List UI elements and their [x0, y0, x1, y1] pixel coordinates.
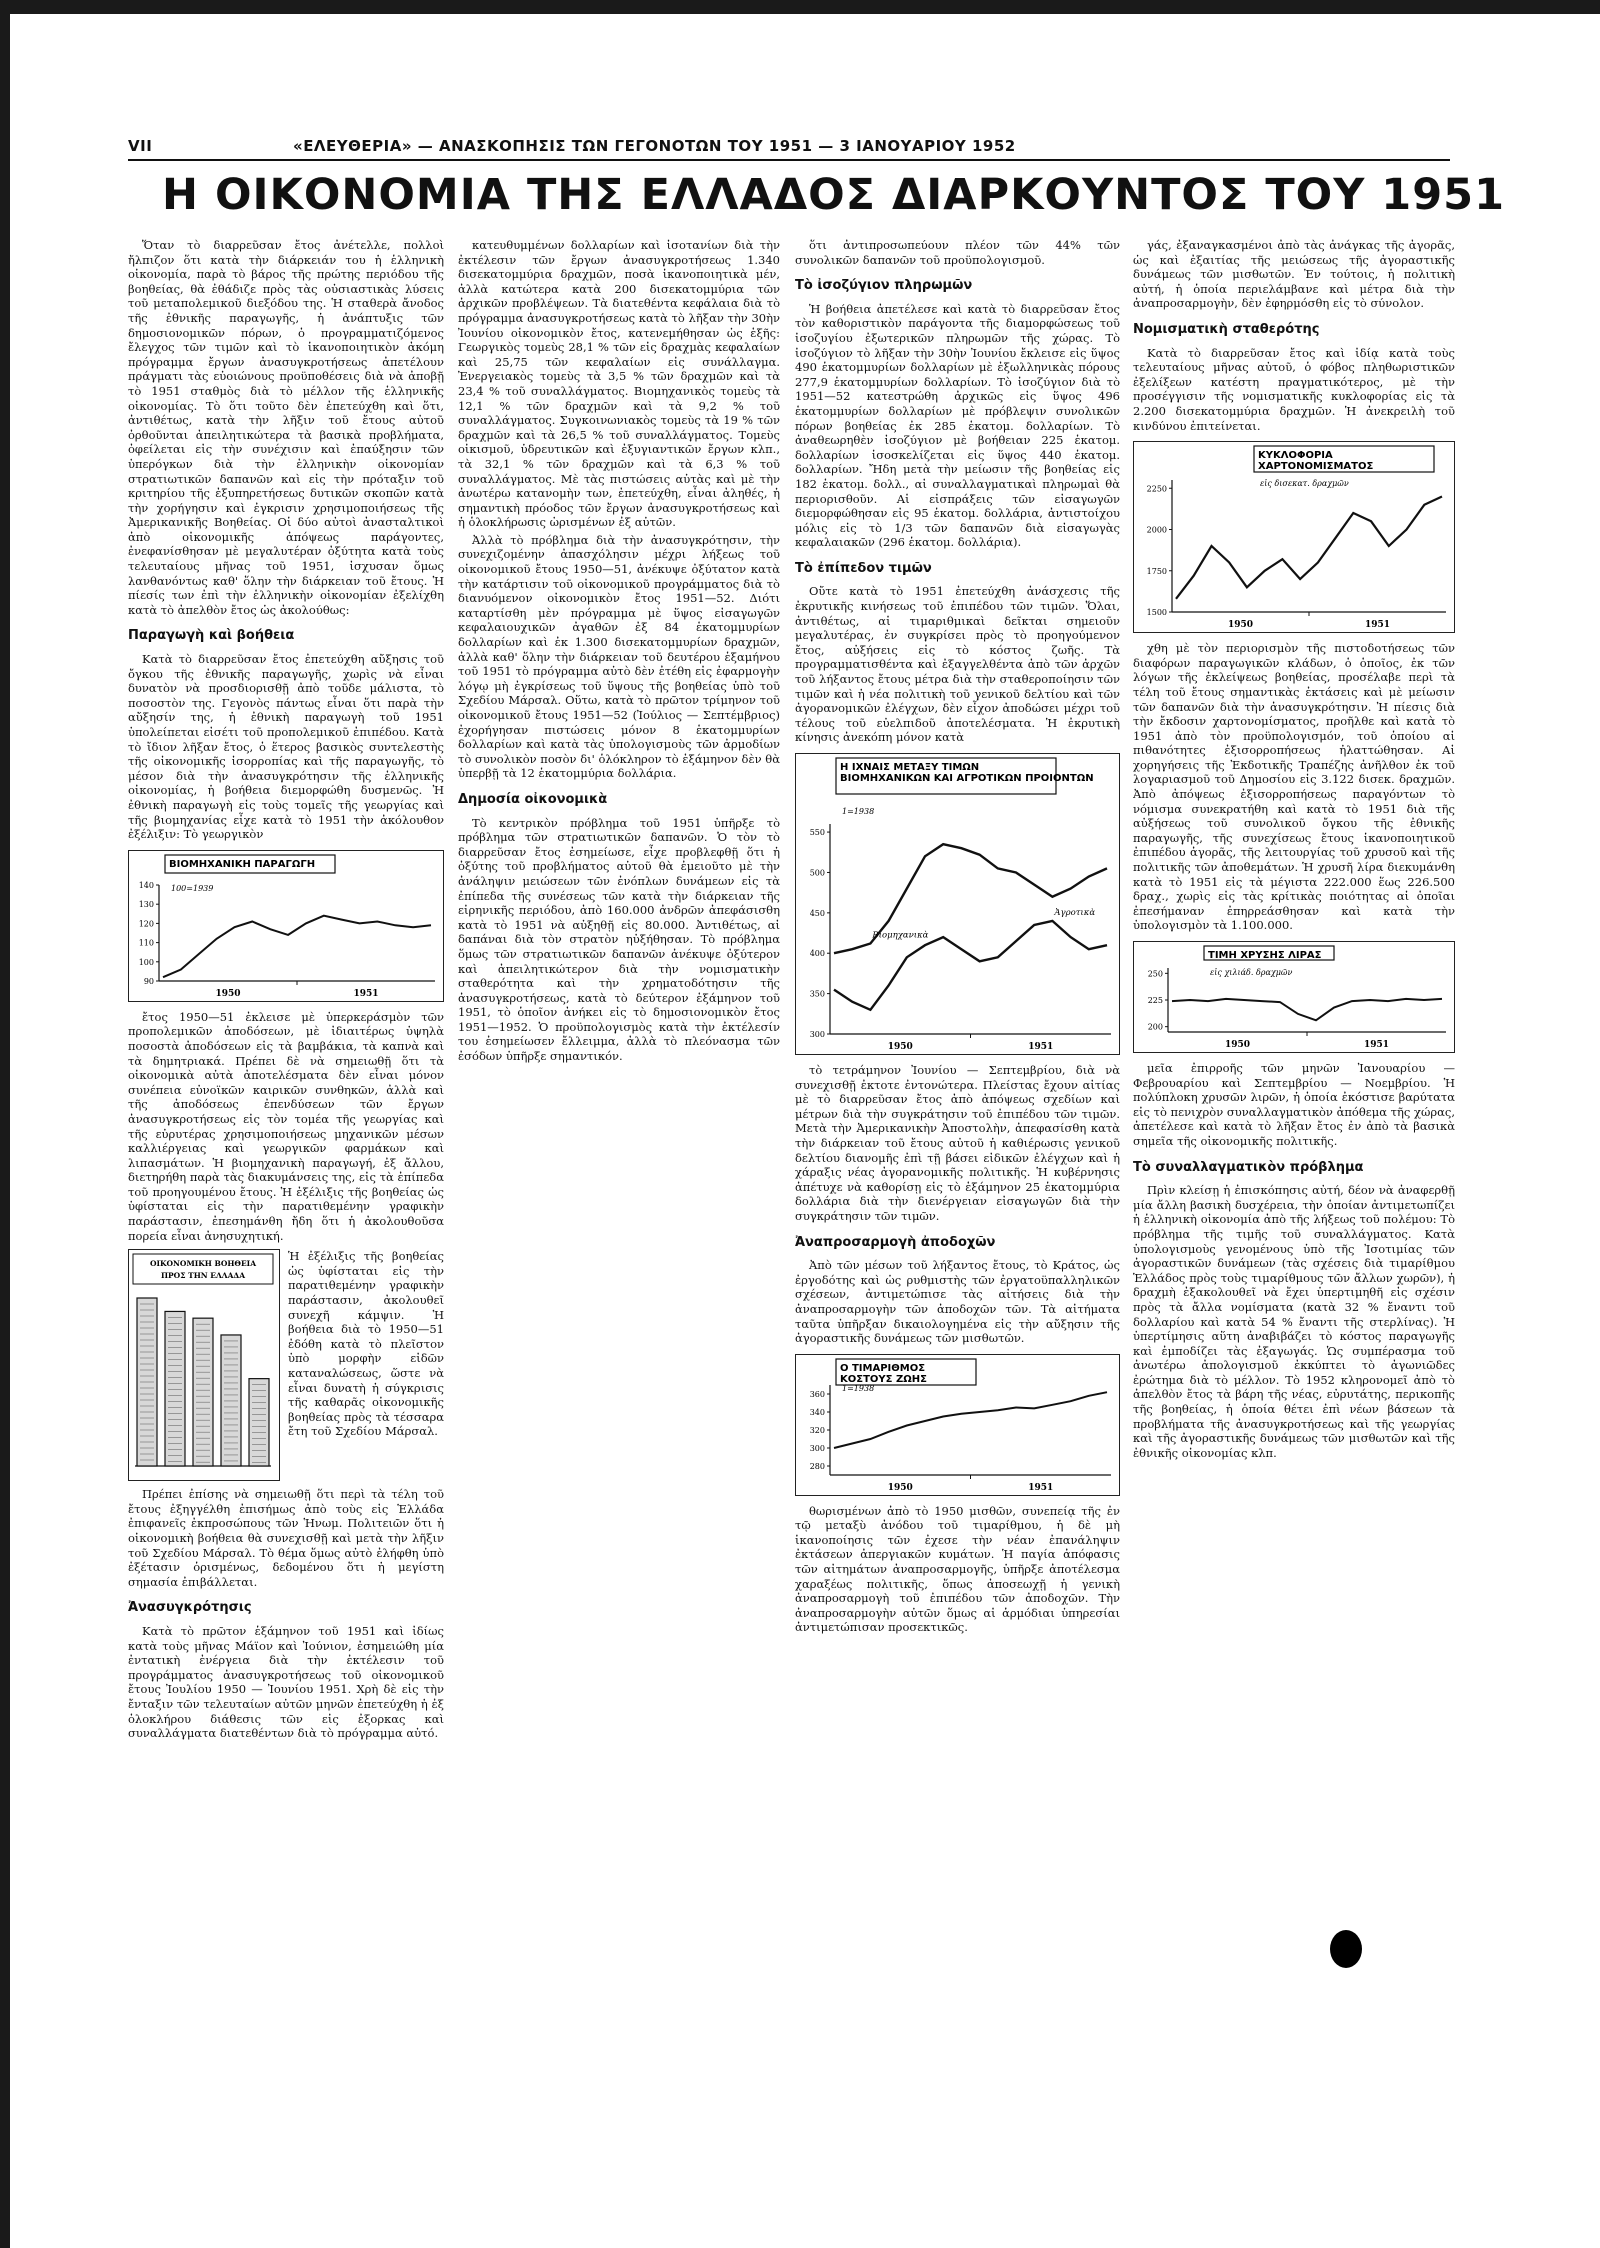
section-heading: Δημοσία οἰκονομικὰ — [458, 791, 608, 807]
chart-title: ΒΙΟΜΗΧΑΝΙΚΩΝ ΚΑΙ ΑΓΡΟΤΙΚΩΝ ΠΡΟΙΟΝΤΩΝ — [840, 773, 1094, 784]
chart-subtitle: 1=1938 — [842, 807, 875, 816]
currency-circulation-chart — [1133, 441, 1455, 633]
series-label: Βιομηχανικὰ — [872, 930, 929, 941]
chart-subtitle: εἰς χιλιάδ. δραχμῶν — [1210, 968, 1293, 977]
column-1 — [128, 238, 444, 2213]
chart-subtitle: 100=1939 — [171, 883, 214, 893]
paragraph: Πρέπει ἐπίσης νὰ σημειωθῇ ὅτι περὶ τὰ τέλη τοῦ ἔτους ἐξηγγέλθη ἐπισήμως ἀπὸ τοὺς εἰς Ἑλλάδα ἐπιφανεῖς ἐκπροσώπους τῶν Ἡνωμ. Πολιτειῶν ὅτι ἡ οἰκονομικὴ βοήθεια θὰ συνεχισθῇ καὶ μετὰ τὴν λῆξιν τοῦ Σχεδίου Μάρσαλ. Τὸ θέμα ὅμως αὐτὸ ἐλήφθη ὑπὸ ἐξέτασιν ὁρισμένως, δεδομένου ὅτι ἡ μεγίστη σημασία ἐπιβάλλεται. — [128, 1487, 444, 1589]
chart-title: ΚΥΚΛΟΦΟΡΙΑ — [1258, 450, 1333, 462]
y-tick-label: 90 — [143, 976, 154, 986]
y-tick-label: 200 — [1147, 1022, 1163, 1032]
cost-of-living-chart — [795, 1354, 1120, 1496]
aid-bar — [221, 1335, 241, 1466]
paragraph: χθη μὲ τὸν περιορισμὸν τῆς πιστοδοτήσεως τῶν διαφόρων παραγωγικῶν κλάδων, ὁ ὁποῖος, ἐκ τῶν λόγων τῆς ἐκλείψεως βοηθείας, προσέλαβε περὶ τὰ τέλη τοῦ ἔτους σημαντικὰς ἐκτάσεις καὶ μὲ μείωσιν τῶν δαπανῶν διὰ τὴν ἀνασυγκρότησιν. Ἡ πίεσις διὰ τὴν ἔκδοσιν χαρτονομίσματος, προῆλθε καὶ κατὰ τὸ 1951 ἀπὸ τὸν προϋπολογισμόν, τοῦ ὁποίου αἱ πιθανότητες ἐξισορροπήσεως ἠλαττώθησαν. Αἱ χορηγήσεις τῆς Ἐκδοτικῆς Τραπέζης ἀνῆλθον ἐκ τοῦ λογαριασμοῦ τοῦ Δημοσίου εἰς 3.122 δισεκ. δραχμῶν. Ἀπὸ ἀπόψεως ἐξισορροπήσεως παραγόντων τὸ νόμισμα συνεκρατήθη καὶ κατὰ τὸ 1951 διὰ τῆς αὐξήσεως τοῦ συνολικοῦ ὄγκου τῆς ἐθνικῆς παραγωγῆς, τῆς συνεχίσεως ἔτους ἱκανοποιητικοῦ ἐπιπέδου ἀγορᾶς, τῆς λειτουργίας τοῦ χρυσοῦ καὶ τῆς πολιτικῆς τῶν ἀποθεμάτων. Ἡ χρυσῆ λίρα διεκυμάνθη κατὰ τὸ 1951 εἰς τὰ μέγιστα 222.000 ἕως 226.500 δραχ., χωρὶς εἰς τὰς κρίτικὰς ποιότητας αἱ ὁποῖαι ἐπεσήμαναν ἐπηρρεάσθησαν καὶ κατὰ τὴν ὑπολογισμὸν τὰ 1.100.000. — [1133, 641, 1455, 933]
section-heading: Τὸ συναλλαγματικὸν πρόβλημα — [1133, 1159, 1364, 1175]
paragraph: θωρισμένων ἀπὸ τὸ 1950 μισθῶν, συνεπείᾳ τῆς ἐν τῷ μεταξὺ ἀνόδου τοῦ τιμαρίθμου, ἡ δὲ μὴ ἱκανοποίησις τῶν ἐχεσε τὴν νέαν ἐπανάληψιν ἐκτάσεων ἀπεργιακῶν κυμάτων. Ἡ παγία ἀπόφασις τῶν αἰτημάτων ἀναπροσαρμογῆς, ὑπῆρξε ἀποτέλεσμα χαραξέως πολιτικῆς, ὅπως ἀποσεωχῇ ἡ γενικὴ ἀναπροσαρμογὴ τοῦ ἐπιπέδου τῶν ἀποδοχῶν. Τὴν ἀναπροσαρμογὴν αὐτῶν ὅμως αἱ ἁρμόδιαι ὑπηρεσίαι ἀντιμετώπισαν προσεκτικῶς. — [795, 1503, 1120, 1635]
chart-title: Ο ΤΙΜΑΡΙΘΜΟΣ — [840, 1362, 926, 1374]
y-tick-label: 300 — [809, 1443, 825, 1453]
gold-sovereign-chart — [1133, 941, 1455, 1053]
y-tick-label: 360 — [809, 1389, 825, 1399]
y-tick-label: 140 — [138, 880, 154, 890]
y-tick-label: 225 — [1147, 996, 1163, 1005]
y-tick-label: 250 — [1147, 969, 1163, 979]
y-tick-label: 320 — [809, 1425, 825, 1435]
series-line — [163, 915, 431, 977]
y-tick-label: 450 — [809, 908, 825, 918]
aid-bar-chart — [128, 1249, 280, 1481]
chart-subtitle: εἰς δισεκατ. δραχμῶν — [1260, 479, 1349, 489]
series-line — [1172, 999, 1442, 1020]
y-tick-label: 1500 — [1146, 608, 1167, 618]
intro-paragraph: Ὅταν τὸ διαρρεῦσαν ἔτος ἀνέτελλε, πολλοὶ ἤλπιζον ὅτι κατὰ τὴν διάρκειάν του ἡ ἑλληνικὴ οἰκονομία, παρὰ τὸ βάρος τῆς πρώτης περιόδου τῆς βοηθείας, θὰ ἐθάδιζε πρὸς τὰς οὐσιαστικὰς λύσεις τοῦ μεταπολεμικοῦ διεξόδου της. Ἡ σταθερὰ ἄνοδος τῆς ἐθνικῆς παραγωγῆς, ἡ ἀνάπτυξις τῶν δημοσιονομικῶν πόρων, ὁ προγραμματιζόμενος ἔλεγχος τῶν τιμῶν καὶ τὸ ἱκανοποιητικὸν ἀκόμη πρόγραμμα ἔργων ἀνασυγκροτήσεως ἀπετέλουν πράγματι τὰς εὐοιώνους προϋποθέσεις διὰ νὰ ἀποβῇ τὸ 1951 σταθμὸς διὰ τὸ μέλλον τῆς ἑλληνικῆς οἰκονομίας. Τὸ ὅτι τοῦτο δὲν ἐπετεύχθη καὶ ὅτι, ἀντιθέτως, κατὰ τὴν λῆξιν τοῦ ἔτους αὐτοῦ ὀρθοῦνται ἀπειλητικώτερα τὰ βασικὰ προβλήματα, ὀφείλεται εἰς τὴν συνέχισιν καὶ ἐπαύξησιν τῶν ὑπερόγκων διὰ τὴν ἑλληνικὴν οἰκονομίαν στρατιωτικῶν δαπανῶν καὶ εἰς τὴν πρόταξιν τοῦ κριτηρίου τῆς ἐξυπηρετήσεως δυτικῶν σκοπῶν κατὰ τὴν χορήγησιν καὶ ἐγκρισιν χρησιμοποιήσεως τῆς Ἀμερικανικῆς Βοηθείας. Οἱ δύο αὐτοὶ ἀνασταλτικοὶ ἀπὸ οἰκονομικῆς ἀπόψεως παράγοντες, ἐνεφανίσθησαν μὲ μεγαλυτέραν ὀξύτητα κατὰ τοὺς τελευταίους μῆνας τοῦ 1951, ἰσχυσαν ὅμως λανθανόντως καθ' ὅλην τὴν διάρκειαν τοῦ ἔτους. Ἡ πίεσίς των ἐπὶ τὴν ἑλληνικὴν οἰκονομίαν ἐξελίχθη κατὰ τὸ ἀπελθὸν ἔτος ὡς ἀκολούθως: — [128, 238, 444, 617]
paragraph: Ἡ ἐξέλιξις τῆς βοηθείας ὡς ὑφίσταται εἰς τὴν παρατιθεμένην γραφικὴν παράστασιν, ἀκολουθεῖ συνεχῆ κάμψιν. Ἡ βοήθεια διὰ τὸ 1950—51 ἐδόθη κατὰ τὸ πλεῖστον ὑπὸ μορφὴν εἰδῶν καταναλώσεως, ὥστε νὰ εἶναι δυνατὴ ἡ σύγκρισις τῆς καθαρᾶς οἰκονομικῆς βοηθείας πρὸς τὰ τέσσαρα ἔτη τοῦ Σχεδίου Μάρσαλ. — [288, 1249, 444, 1439]
series-label: Ἀγροτικὰ — [1054, 907, 1096, 918]
y-tick-label: 2250 — [1146, 484, 1167, 494]
y-tick-label: 120 — [138, 919, 154, 929]
paragraph: τὸ τετράμηνον Ἰουνίου — Σεπτεμβρίου, διὰ νὰ συνεχισθῇ ἐκτοτε ἐντονώτερα. Πλείστας ἔχουν αἰτίας μὲ τὸ διαρρεῦσαν ἔτος ἀπὸ ἀπόψεως σχεδίων καὶ μέτρων διὰ τὴν συγκράτησιν τοῦ ἐπιπέδου τῶν τιμῶν. Μετὰ τὴν Ἀμερικανικὴν Ἀποστολὴν, ἀπεφασίσθη κατὰ τὴν διάρκειαν τοῦ ἔτους αὐτοῦ ἡ καθιέρωσις γενικοῦ δελτίου διανομῆς ἐπὶ τῇ βάσει εἰδικῶν ἐλέγχων καὶ ἡ χάραξις νέας ἀγορανομικῆς πολιτικῆς. Ἡ κυβέρνησις ἀπέτυχε νὰ καθορίσῃ εἰς τὸ ἑξάμηνον 25 ἑκατομμύρια δολλάρια διὰ τὴν διενέργειαν εἰσαγωγῶν διὰ τὴν συγκράτησιν τῶν τιμῶν. — [795, 1063, 1120, 1223]
y-tick-label: 2000 — [1146, 525, 1167, 535]
x-tick-label: 1950 — [1224, 1040, 1251, 1050]
paragraph: ἔτος 1950—51 ἐκλεισε μὲ ὑπερκεράσμὸν τῶν προπολεμικῶν ἀποδόσεων, μὲ ἰδιαιτέρως ὑψηλὰ ποσοστὰ ἀποδόσεων εἰς τὰ βαμβάκια, τὰ καπνὰ καὶ τὰ δημητριακά. Πρέπει δὲ νὰ σημειωθῇ ὅτι τὰ οἰκονομικὰ αὐτὰ ἀποτελέσματα δὲν εἶναι μόνον συνέπεια εὐνοϊκῶν καιρικῶν συνθηκῶν, ἀλλὰ καὶ τῆς ἀποδόσεως ἐπενδύσεων τῶν ἔργων ἀνασυγκροτήσεως εἰς τὸν τομέα τῆς γεωργίας καὶ τῆς εὐρυτέρας χρησιμοποιήσεως μηχανικῶν μέσων καλλιέργειας καὶ γεωργικῶν φαρμάκων καὶ λιπασμάτων. Ἡ βιομηχανικὴ παραγωγή, ἐξ ἄλλου, διετηρήθη παρὰ τὰς διακυμάνσεις της, εἰς τὰ ἐπίπεδα τοῦ προηγουμένου ἔτους. Ἡ ἐξέλιξις τῆς βοηθείας ὡς ὑφίσταται εἰς τὴν παρατιθεμένην γραφικὴν παράστασιν, ἐπεσημάνθη ἤδη ὅτι ἡ ἀκολουθοῦσα πορεία εἶναι ἀνησυχητική. — [128, 1009, 444, 1243]
paragraph: Τὸ κεντρικὸν πρόβλημα τοῦ 1951 ὑπῆρξε τὸ πρόβλημα τῶν στρατιωτικῶν δαπανῶν. Ὁ τὸν τὸ διαρρεῦσαν ἔτος ἐσημείωσε, εἶχε προβλεφθῇ ὅτι ἡ ὀξύτης τοῦ προβλήματος αὐτοῦ θὰ ἐμειοῦτο μὲ τὴν ἀνάληψιν μειώσεων τῶν ἐνόπλων δυνάμεων εἰς τὰ ἐπίπεδα τῆς συνέσεως τῶν κατὰ τὴν διάρκειαν τῆς εἰρηνικῆς περιόδου, ἀπὸ 160.000 ἀνδρῶν ἀπεφάσισθη κατὰ τὸ 1951 νὰ αὐξηθῇ εἰς 80.000. Ἀντιθέτως, αἱ δαπάναι διὰ τὸν στρατὸν ηὐξήθησαν. Τὸ πρόβλημα ὅμως τῶν στρατιωτικῶν δαπανῶν ἀνέκυψε ὀξύτερον καὶ ἀπειλητικώτερον διὰ τὴν νομισματικὴν σταθερότητα καὶ τὴν χρηματοδότησιν τῆς ἀνασυγκροτήσεως, κατὰ τὸ δεύτερον ἑξάμηνον τοῦ 1951, τὸ ὁποῖον ἀνήκει εἰς τὸ δημοσιονομικὸν ἔτος 1951—1952. Ὁ προϋπολογισμὸς κατὰ τὴν ἐκτέλεσίν του ἐσημείωσεν ἔλλειμμα, ἀλλὰ τὸ πλεόνασμα τῶν ἐσόδων ὑπῆρξε σημαντικόν. — [458, 815, 780, 1064]
x-tick-label: 1950 — [215, 988, 241, 999]
aid-bar — [249, 1379, 269, 1466]
scan-left-border — [0, 0, 10, 2248]
chart-title: ΠΡΟΣ ΤΗΝ ΕΛΛΑΔΑ — [160, 1271, 246, 1281]
ink-blot — [1330, 1930, 1362, 1968]
paragraph: γάς, ἐξαναγκασμένοι ἀπὸ τὰς ἀνάγκας τῆς ἀγορᾶς, ὡς καὶ ἐξαιτίας τῆς μειώσεως τῆς ἀγοραστικῆς δυνάμεως τῶν μισθωτῶν. Ἐν τούτοις, ἡ πολιτικὴ αὐτή, ἡ ὁποία περιελάμβανε καὶ μέτρα διὰ τὴν ἀναπροσαρμογὴν, δὲν ἐφηρμόσθη εἰς τὸ σύνολον. — [1133, 238, 1455, 311]
industrial-production-chart — [128, 850, 444, 1002]
header-text: «ΕΛΕΥΘΕΡΙΑ» — ΑΝΑΣΚΟΠΗΣΙΣ ΤΩΝ ΓΕΓΟΝΟΤΩΝ ΤΟΥ 1951 — 3 ΙΑΝΟΥΑΡΙΟΥ 1952 — [293, 137, 1016, 155]
paragraph: Κατὰ τὸ διαρρεῦσαν ἔτος καὶ ἰδίᾳ κατὰ τοὺς τελευταίους μῆνας αὐτοῦ, ὁ φόβος πληθωριστικῶν ἐξελίξεων κατέστη πραγματικότερος, μὲ τὴν προσέγγισιν τῆς νομισματικῆς κυκλοφορίας εἰς τὰ 2.200 δισεκατομμύρια δραχμῶν. Ἡ ἀνεκρειλὴ τοῦ κινδύνου ἐπιτείνεται. — [1133, 345, 1455, 433]
chart-title: ΒΙΟΜΗΧΑΝΙΚΗ ΠΑΡΑΓΩΓΗ — [169, 858, 316, 870]
column-3 — [795, 238, 1120, 2213]
x-tick-label: 1951 — [353, 988, 379, 999]
y-tick-label: 1750 — [1146, 566, 1167, 576]
chart-subtitle: 1=1938 — [842, 1383, 875, 1393]
y-tick-label: 130 — [138, 899, 154, 909]
y-tick-label: 350 — [809, 989, 825, 999]
paragraph: Ἀλλὰ τὸ πρόβλημα διὰ τὴν ἀνασυγκρότησιν, τὴν συνεχιζομένην ἀπασχόλησιν μέχρι λήξεως τοῦ οἰκονομικοῦ ἔτους 1950—51, ἀνέκυψε ὀξύτατον κατὰ τὴν κατάρτισιν τοῦ οἰκονομικοῦ προγράμματος διὰ τὸ διανυόμενον οἰκονομικὸν ἔτος 1951—52. Διότι καταρτίσθη μὲν πρόγραμμα μὲ ὕψος εἰσαγωγῶν κεφαλαιουχικῶν ἀγαθῶν ἐξ 84 ἑκατομμυρίων δολλαρίων καὶ ἐκ 1.300 δισεκατομμυρίων δραχμῶν, ἀλλὰ καθ' ὅλην τὴν διάρκειαν τοῦ δευτέρου ἑξαμήνου τοῦ 1951 τὸ πρόγραμμα αὐτὸ δὲν ἐτέθη εἰς ἐφαρμογὴν λόγῳ μὴ ἐγκρίσεως τοῦ ὕψους τῆς βοηθείας ὑπὸ τοῦ Σχεδίου Μάρσαλ. Οὕτω, κατὰ τὸ πρῶτον τρίμηνον τοῦ οἰκονομικοῦ ἔτους 1951—52 (Ἰούλιος — Σεπτέμβριος) ἐχορήγησαν πιστώσεις μόνον 8 ἑκατομμυρίων δολλαρίων καὶ κατὰ τὰς ὑπολογισμοὺς τῶν ἀρμοδίων τὸ συνολικὸν ποσὸν δι' ὁλόκληρον τὸ ἑξάμηνον δὲν θὰ ὑπερβῇ τὰ 12 ἑκατομμύρια δολλάρια. — [458, 532, 780, 781]
x-tick-label: 1951 — [1028, 1482, 1054, 1493]
column-2 — [458, 238, 780, 2213]
paragraph: κατευθυμμένων δολλαρίων καὶ ἰσοτανίων διὰ τὴν ἐκτέλεσιν τῶν ἔργων ἀνασυγκροτήσεως 1.340 δισεκατομμύρια δραχμῶν, ποσὰ ἱκανοποιητικὰ μέν, ἀλλὰ κατώτερα κατὰ 200 δισεκατομμύρια τῶν ἀρχικῶν προβλέψεων. Τὰ διατεθέντα κεφάλαια διὰ τὸ πρόγραμμα ἀνασυγκροτήσεως κατὰ τὸ λῆξαν τὴν 30ὴν Ἰουνίου οἰκονομικὸν ἔτος, κατενεμήθησαν ὡς ἑξῆς: Γεωργικὸς τομεὺς 28,1 % τῶν εἰς δραχμὰς κεφαλαίων καὶ 25,75 τῶν κεφαλαίων εἰς συνάλλαγμα. Ἐνεργειακὸς τομεὺς τὰ 3,5 % τῶν δραχμῶν καὶ τὰ 23,4 % τοῦ συναλλάγματος. Βιομηχανικὸς τομεὺς τὰ 12,1 % τῶν δραχμῶν καὶ τὰ 9,2 % τοῦ συναλλάγματος. Συγκοινωνιακὸς τομεὺς τὰ 19 % τῶν δραχμῶν καὶ τὰ 26,5 % τοῦ συναλλάγματος. Τομεὺς οἰκισμοῦ, ὑδρευτικῶν καὶ ἐξυγιαντικῶν ἔργων κλπ., τὰ 32,1 % τῶν δραχμῶν καὶ τὰ 6,3 % τοῦ συναλλάγματος. Μὲ τὰς πιστώσεις αὐτὰς καὶ μὲ τὴν ἀνωτέρω κατανομὴν των, ἐπετεύχθη, εἶναι ἀληθές, ἡ σημαντικὴ πρόοδος τῶν ἔργων ἀνασυγκροτήσεως καὶ ἡ ὁλοκλήρωσις ὡρισμένων ἐξ αὐτῶν. — [458, 238, 780, 530]
page-number: VII — [128, 137, 153, 155]
scan-top-border — [0, 0, 1600, 14]
chart-title: ΤΙΜΗ ΧΡΥΣΗΣ ΛΙΡΑΣ — [1208, 950, 1322, 961]
y-tick-label: 100 — [138, 957, 154, 967]
chart-title: ΟΙΚΟΝΟΜΙΚΗ ΒΟΗΘΕΙΑ — [149, 1259, 257, 1269]
chart-title: ΧΑΡΤΟΝΟΜΙΣΜΑΤΟΣ — [1258, 461, 1374, 473]
column-4 — [1133, 238, 1455, 2213]
y-tick-label: 500 — [809, 868, 825, 878]
section-heading: Νομισματικὴ σταθερότης — [1133, 321, 1320, 337]
section-heading: Τὸ ἰσοζύγιον πληρωμῶν — [795, 278, 973, 294]
series-line — [1176, 497, 1442, 599]
section-heading: Τὸ ἐπίπεδον τιμῶν — [795, 560, 932, 576]
section-heading: Ἀνασυγκρότησις — [128, 1600, 252, 1616]
paragraph: Οὔτε κατὰ τὸ 1951 ἐπετεύχθη ἀνάσχεσις τῆς ἐκρυτικῆς κινήσεως τοῦ ἐπιπέδου τῶν τιμῶν. Ὅλαι, ἀντιθέτως, αἱ τιμαριθμικαὶ δεῖκται σημειοῦν μεγαλυτέρας, ἐν συγκρίσει πρὸς τὸ προηγούμενον ἔτος, αὐξήσεις εἰς τὸ κόστος ζωῆς. Τὰ προγραμματισθέντα καὶ ἐξαγγελθέντα ἀπὸ τῶν ἀρχῶν τοῦ λήξαντος ἔτους μέτρα διὰ τὴν σταθεροποίησιν τῶν τιμῶν καὶ ἡ νέα πολιτικὴ τοῦ γενικοῦ δελτίου καὶ τῶν ἀγορανομικῶν ἐλέγχων, δὲν εἶχον ἀποδώσει μέχρι τοῦ τέλους τοῦ εὐελπιδοῦ ἀποτελέσματα. Ἡ ἐκρυτικὴ κίνησις ἀνεκόπη μόνον κατὰ — [795, 584, 1120, 745]
y-tick-label: 550 — [809, 828, 825, 838]
aid-bar — [193, 1318, 213, 1466]
y-tick-label: 280 — [809, 1461, 825, 1471]
page-header — [128, 137, 1450, 161]
y-tick-label: 340 — [809, 1407, 825, 1417]
price-gap-chart — [795, 753, 1120, 1055]
chart-title: Η ΙΧΝΑΙΣ ΜΕΤΑΞΥ ΤΙΜΩΝ — [840, 762, 980, 773]
x-tick-label: 1951 — [1363, 1040, 1390, 1050]
page-title: Η ΟΙΚΟΝΟΜΙΑ ΤΗΣ ΕΛΛΑΔΟΣ ΔΙΑΡΚΟΥΝΤΟΣ ΤΟΥ 1951 — [162, 170, 1505, 220]
chart-title: ΚΟΣΤΟΥΣ ΖΩΗΣ — [840, 1373, 927, 1385]
paragraph: Κατὰ τὸ διαρρεῦσαν ἔτος ἐπετεύχθη αὔξησις τοῦ ὄγκου τῆς ἐθνικῆς παραγωγῆς, χωρὶς νὰ εἶναι δυνατὸν νὰ προσδιορισθῇ ἀπὸ τοῦδε μάλιστα, τὸ ποσοστὸν της. Γεγονὸς πάντως εἶναι ὅτι παρὰ τὴν αὔξησίν της, ἡ ἐθνικὴ παραγωγὴ τοῦ 1951 ὑπολείπεται εἰσέτι τοῦ προπολεμικοῦ ἐπιπέδου. Κατὰ τὸ ἴδιον λῆξαν ἔτος, ὁ ἕτερος βασικὸς συντελεστὴς τῆς οἰκονομικῆς ἰσορροπίας καὶ τῆς παραγωγῆς, τὸ μέσον διὰ τὴν ἀνασυγκρότησιν τῆς ἑλληνικῆς οἰκονομίας, ἡ βοήθεια διεμορφώθη δυσμενῶς. Ἡ ἐθνικὴ παραγωγὴ εἰς τοὺς τομεῖς τῆς γεωργίας καὶ τῆς βιομηχανίας εἶχε κατὰ τὸ 1951 τὴν ἀκόλουθον ἐξέλιξιν: Τὸ γεωργικὸν — [128, 652, 444, 842]
paragraph: ὅτι ἀντιπροσωπεύουν πλέον τῶν 44% τῶν συνολικῶν δαπανῶν τοῦ προϋπολογισμοῦ. — [795, 238, 1120, 267]
x-tick-label: 1950 — [1227, 620, 1254, 631]
aid-bar — [165, 1312, 185, 1467]
x-tick-label: 1951 — [1364, 620, 1391, 631]
section-heading: Ἀναπροσαρμογὴ ἀποδοχῶν — [795, 1234, 996, 1250]
y-tick-label: 300 — [809, 1030, 825, 1039]
paragraph: Κατὰ τὸ πρῶτον ἑξάμηνον τοῦ 1951 καὶ ἰδίως κατὰ τοὺς μῆνας Μάϊον καὶ Ἰούνιον, ἐσημειώθη μία ἐντατικὴ ἐνέργεια διὰ τὴν ἐκτέλεσιν τοῦ προγράμματος ἀνασυγκροτήσεως τοῦ οἰκονομικοῦ ἔτους Ἰουλίου 1950 — Ἰουνίου 1951. Χρὴ δὲ εἰς τὴν ἔνταξιν τῶν τελευταίων αὐτῶν μηνῶν ἐπετεύχθη ἡ ἐξ ὁλοκλήρου διάθεσις τῶν εἰς ἐξορκας καὶ συναλλάγματα διατεθέντων διὰ τὸ πρόγραμμα αὐτό. — [128, 1624, 444, 1741]
x-tick-label: 1950 — [887, 1482, 913, 1493]
paragraph: Ἀπὸ τῶν μέσων τοῦ λήξαντος ἔτους, τὸ Κράτος, ὡς ἐργοδότης καὶ ὡς ρυθμιστὴς τῶν ἐργατοϋπαλληλικῶν σχέσεων, ἀντιμετώπισε τὰς αἰτήσεις διὰ τὴν ἀναπροσαρμογὴν τῶν ἀποδοχῶν τῶν. Τὰ αἰτήματα ταῦτα ὑπῆρξαν δικαιολογημένα εἰς τὴν αὔξησιν τῆς ἀγοραστικῆς δυνάμεως τῶν μισθωτῶν. — [795, 1258, 1120, 1346]
y-tick-label: 110 — [138, 938, 154, 948]
y-tick-label: 400 — [809, 949, 825, 959]
paragraph: Ἡ βοήθεια ἀπετέλεσε καὶ κατὰ τὸ διαρρεῦσαν ἔτος τὸν καθοριστικὸν παράγοντα τῆς διαμορφώσεως τοῦ ἰσοζυγίου ἐξωτερικῶν πληρωμῶν τῆς χώρας. Τὸ ἰσοζύγιον τὸ λῆξαν τὴν 30ὴν Ἰουνίου ἔκλεισε εἰς ὕψος 490 ἑκατομμυρίων δολλαρίων μὲ ἐξωλληνικὰς πόρους 277,9 ἑκατομμυρίων δολλαρίων. Τὸ ἰσοζύγιον διὰ τὸ 1951—52 κατεστρώθη ἀρχικῶς εἰς ὕψος 496 ἑκατομμυρίων δολλαρίων μὲ πρόβλεψιν συνολικῶν πόρων βοηθείας ἐκ 285 ἑκατομ. δολλαρίων. Τὸ ἀναθεωρηθὲν ἰσοζύγιον μὲ βοήθειαν 225 ἑκατομ. δολλαρίων ἰσοσκελίζεται εἰς ὕψος 440 ἑκατομ. δολλαρίων. Ἤδη μετὰ τὴν μείωσιν τῆς βοηθείας εἰς 182 ἑκατομ. δολλ., αἱ συναλλαγματικαὶ πληρωμαὶ θὰ περιορισθοῦν. Αἱ εἰσπράξεις τῶν εἰσαγωγῶν διεμορφώθησαν εἰς 95 ἑκατομ. δολλάρια, ἀντιστοίχου μόλις εἰς τὸ 1/3 τῶν δαπανῶν διὰ εἰσαγωγὰς κεφαλαιακῶν (296 ἑκατομ. δολλάρια). — [795, 301, 1120, 550]
aid-figure-block — [128, 1249, 444, 1481]
series-line — [834, 1392, 1107, 1448]
x-tick-label: 1950 — [887, 1042, 913, 1052]
section-heading: Παραγωγὴ καὶ βοήθεια — [128, 628, 295, 644]
paragraph: Πρὶν κλείσῃ ἡ ἐπισκόπησις αὐτή, δέον νὰ ἀναφερθῇ μία ἄλλη βασικὴ δυσχέρεια, τὴν ὁποίαν ἀντιμετωπίζει ἡ ἑλληνικὴ οἰκονομία ἀπὸ τῆς λήξεως τοῦ πολέμου: Τὸ πρόβλημα τῆς τιμῆς τοῦ συναλλάγματος. Κατὰ ὑπολογισμοὺς γενομένους ὑπὸ τῆς Ἰσοτιμίας τῶν ἀγοραστικῶν δυνάμεων (τὰς σχέσεις διὰ τιμαρίθμου Ἑλλάδος πρὸς τοὺς τιμαρίθμους τῶν ἄλλων χωρῶν), ἡ δραχμὴ ἐξακολουθεῖ νὰ ἔχει ὑπερτιμηθῆ εἰς σχέσιν πρὸς τὰ ἄλλα νομίσματα (κατὰ 32 % ἔναντι τοῦ δολλαρίου καὶ κατὰ 54 % ἔναντι τῆς στερλίνας). Ἡ ὑπερτίμησις αὕτη ἀναβιβάζει τὸ κόστος παραγωγῆς καὶ ἐμποδίζει τὰς ἐξαγωγάς. Ὡς συμπέρασμα τοῦ ἀνωτέρω ἀπολογισμοῦ ἐκκύπτει τὸ ἀγωνιῶδες ἐρώτημα διὰ τὸ μέλλον. Τὸ 1952 κληρονομεῖ ἀπὸ τὸ ἀπελθὸν ἔτος τὰ βάρη τῆς νέας, εὐρυτάτης, περικοπῆς τῆς βοηθείας, ἡ ὁποία θέτει ἐπὶ νέων βάσεων τὰ προβλήματα τῆς ἀνασυγκροτήσεως καὶ τῆς γεωργίας καὶ τῆς ἀγοραστικῆς δυνάμεως τῶν μισθωτῶν καὶ τῆς ἐθνικῆς οἰκονομίας κλπ. — [1133, 1183, 1455, 1460]
paragraph: μεῖα ἐπιρροῆς τῶν μηνῶν Ἰανουαρίου — Φεβρουαρίου καὶ Σεπτεμβρίου — Νοεμβρίου. Ἡ πολύπλοκη χρυσῶν λιρῶν, ἡ ὁποία ἐκόστισε βαρύτατα εἰς τὸ πενιχρὸν συναλλαγματικὸν ἀπόθεμα τῆς χώρας, ἀπετέλεσε καὶ κατὰ τὸ λῆξαν ἔτος ἐν ἀπὸ τὰ βασικὰ σημεῖα τῆς οἰκονομικῆς πολιτικῆς. — [1133, 1061, 1455, 1148]
x-tick-label: 1951 — [1028, 1042, 1054, 1052]
